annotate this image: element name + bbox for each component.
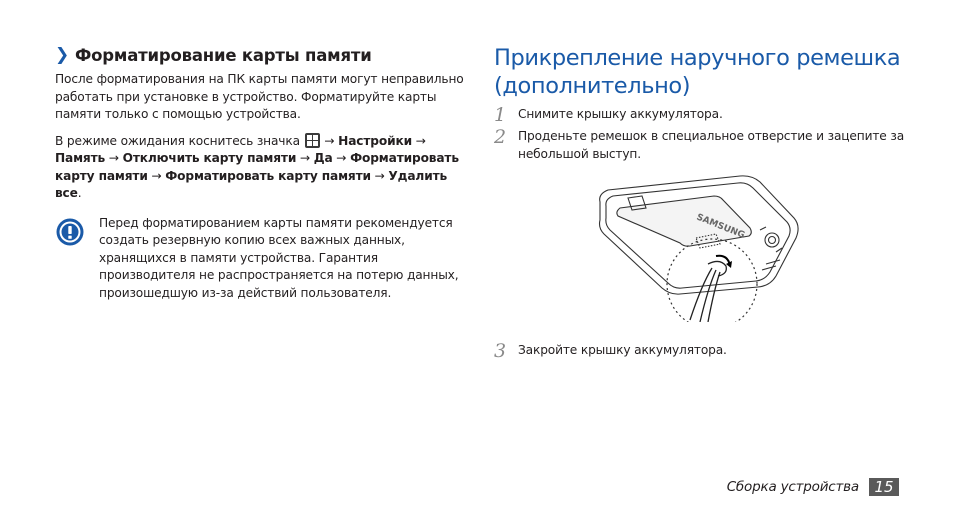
page-footer	[727, 478, 899, 496]
warning-icon	[55, 217, 85, 247]
step-number: 2	[494, 126, 506, 148]
page-title	[494, 44, 914, 100]
menu-path-format-card: Форматировать карту памяти	[55, 151, 459, 183]
menu-grid-icon	[305, 133, 320, 148]
footer-section: Сборка устройства	[726, 479, 859, 495]
arrow: →	[151, 168, 162, 183]
arrow: →	[415, 133, 426, 148]
step-text: Проденьте ремешок в специальное отверстие и зацепите за небольшой выступ.	[518, 129, 905, 161]
phone-strap-illustration	[590, 172, 802, 322]
menu-path-format-card-confirm: Форматировать карту памяти	[165, 168, 371, 183]
arrow: →	[108, 151, 119, 165]
intro-paragraph: После форматирования на ПК карты памяти могут неправильно работать при установке в устройство. Форматируйте карты памяти только с помощью устройства.	[55, 72, 464, 121]
arrow: →	[374, 168, 385, 183]
step-1	[494, 106, 914, 124]
menu-path-yes: Да	[313, 151, 333, 165]
page-number: 15	[869, 478, 899, 496]
step-2	[494, 128, 914, 163]
warning-note	[55, 215, 465, 303]
menu-path-delete-all: Удалить все	[55, 168, 448, 200]
menu-path-settings: Настройки	[338, 133, 412, 148]
instruction-paragraph	[55, 133, 465, 203]
section-heading	[55, 46, 465, 65]
arrow: →	[324, 133, 335, 148]
menu-path-memory: Память	[55, 151, 106, 165]
right-column	[494, 44, 914, 167]
left-column	[55, 46, 465, 302]
step-number: 3	[494, 340, 506, 362]
step-3	[494, 342, 914, 360]
instruction-prefix: В режиме ожидания коснитесь значка	[55, 133, 300, 148]
step-text: Закройте крышку аккумулятора.	[518, 343, 727, 357]
step-text: Снимите крышку аккумулятора.	[518, 107, 723, 121]
arrow: →	[299, 151, 311, 165]
title-line-1: Прикрепление наручного ремешка	[494, 45, 901, 71]
arrow: →	[336, 151, 347, 165]
battery-brand-label: SAMSUNG	[694, 212, 747, 241]
step-number: 1	[494, 104, 506, 126]
section-title: Форматирование карты памяти	[75, 46, 372, 65]
title-line-2: (дополнительно)	[494, 73, 691, 99]
chevron-right-icon: ❯	[55, 45, 70, 65]
warning-text: Перед форматированием карты памяти рекомендуется создать резервную копию всех важных данных, хранящихся в памяти устройства. Гарантия производителя не распространяется на потерю данных, произошедшую из-за действий пользователя.	[99, 215, 459, 300]
menu-path-unmount: Отключить карту памяти	[122, 151, 297, 165]
period: .	[77, 186, 82, 200]
